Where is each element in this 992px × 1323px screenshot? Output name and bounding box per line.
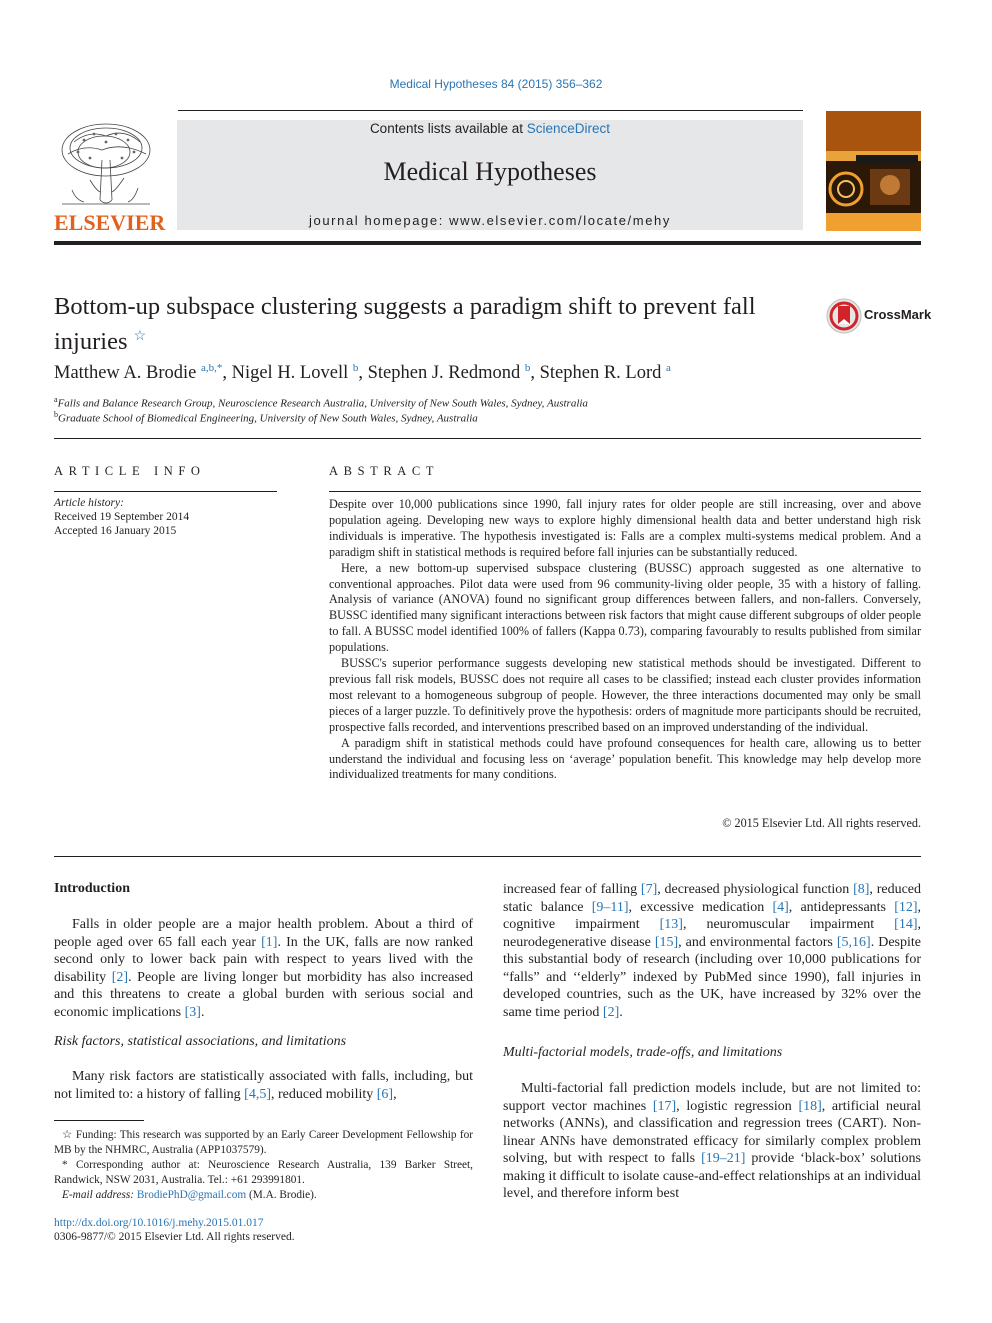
body-text: . xyxy=(200,1004,205,1020)
abstract-rule xyxy=(329,491,921,492)
citation-link[interactable]: [17] xyxy=(652,1098,677,1114)
article-title xyxy=(54,292,814,357)
email-link[interactable]: BrodiePhD@gmail.com xyxy=(136,1189,247,1201)
citation-link[interactable]: [4] xyxy=(772,899,789,915)
email-footnote xyxy=(54,1188,473,1203)
author-affiliation-sup[interactable]: a,b,* xyxy=(200,362,223,374)
body-text: , logistic regression xyxy=(676,1098,799,1114)
body-rule xyxy=(54,856,921,857)
article-info-heading: ARTICLE INFO xyxy=(54,464,206,478)
author-affiliation-sup[interactable]: b xyxy=(352,362,359,374)
affiliation-a xyxy=(54,395,588,410)
body-text: Many risk factors are statistically associated with falls, including, but not limited to: a history of falling xyxy=(54,1069,473,1102)
article-title-text: Bottom-up subspace clustering suggests a paradigm shift to prevent fall injuries xyxy=(54,293,756,356)
article-info-rule xyxy=(54,491,277,492)
intro-paragraph-text xyxy=(54,916,473,1021)
journal-title: Medical Hypotheses xyxy=(383,157,597,186)
received-date: Received 19 September 2014 xyxy=(54,511,190,523)
email-label: E-mail address: xyxy=(62,1189,137,1201)
citation-link[interactable]: [3] xyxy=(184,1004,201,1020)
author-affiliation-sup[interactable]: a xyxy=(666,362,671,374)
author-affiliation-sup[interactable]: b xyxy=(524,362,531,374)
abstract-paragraph: Here, a new bottom-up supervised subspace clustering (BUSSC) approach suggested as one alternative to conventional approaches. Pilot data were used from 96 community-living older people, 35 with a history of falling. Analysis of variance (ANOVA) found no significant group differences between fallers, and non-fallers. Conversely, BUSSC identified many significant interactions between risk factors that might cause different subgroups of older people to fall. A BUSSC model identified 100% of fallers (Kappa 0.73), comparing favourably to results published from similar populations. xyxy=(329,560,921,655)
citation-link[interactable]: [2] xyxy=(602,1004,620,1020)
doi-link[interactable]: http://dx.doi.org/10.1016/j.mehy.2015.01.017 xyxy=(54,1217,264,1229)
body-text: . People are living longer but morbidity has also increased and this threatens to create a global burden with serious social and economic implications xyxy=(54,969,473,1020)
citation-link[interactable]: [2] xyxy=(111,969,129,985)
citation-link[interactable]: [9–11] xyxy=(591,899,629,915)
journal-cover-thumbnail-icon[interactable] xyxy=(826,111,921,231)
author-name[interactable]: Matthew A. Brodie xyxy=(54,363,197,384)
section-rule xyxy=(54,438,921,439)
header-rule xyxy=(178,110,803,111)
body-text: , neuromuscular impairment xyxy=(682,917,895,932)
citation-link[interactable]: [8] xyxy=(853,882,870,897)
funding-footnote: ☆ Funding: This research was supported by an Early Career Development Fellowship for MB by the NHMRC, Australia (APP1037579). xyxy=(54,1129,473,1156)
abstract-body xyxy=(329,497,921,783)
risk-factors-continued-text xyxy=(503,881,921,1021)
footnote-rule xyxy=(54,1120,144,1121)
affiliation-a-text: Falls and Balance Research Group, Neuroscience Research Australia, University of New South Wales, Sydney, Australia xyxy=(57,397,588,410)
header-bottom-rule xyxy=(54,241,921,245)
citation-link[interactable]: [5,16] xyxy=(836,934,871,950)
elsevier-wordmark[interactable]: ELSEVIER xyxy=(54,210,166,235)
body-text: , xyxy=(393,1086,397,1102)
affiliation-b-key: b xyxy=(54,410,58,419)
footnotes xyxy=(54,1128,473,1203)
citation-link[interactable]: [12] xyxy=(894,899,918,915)
abstract-heading: ABSTRACT xyxy=(329,464,440,478)
author-name[interactable]: Stephen J. Redmond xyxy=(367,363,521,384)
contents-line xyxy=(177,121,803,136)
corresponding-author-footnote: * Corresponding author at: Neuroscience Research Australia, 139 Barker Street, Randwick, NSW 2031, Australia. Tel.: +61 293991801. xyxy=(54,1159,473,1186)
journal-homepage-line xyxy=(177,213,803,228)
citation-link[interactable]: [6] xyxy=(376,1086,394,1102)
citation-link[interactable]: [4,5] xyxy=(244,1086,271,1102)
body-text: , cognitive impairment xyxy=(503,899,922,932)
multi-factorial-heading: Multi-factorial models, trade-offs, and limitations xyxy=(503,1045,783,1060)
citation-link[interactable]: [18] xyxy=(798,1098,822,1114)
abstract-paragraph: Despite over 10,000 publications since 1990, fall injury rates for older people are still increasing, over and above population ageing. Developing new ways to explore highly dimensional health data and better understand high risk individuals is imperative. The hypothesis investigated is: Falls are a complex multi-systems medical problem. And a paradigm shift in statistical methods is required before fall injuries can be substantially reduced. xyxy=(329,497,921,559)
author-separator: , xyxy=(358,363,368,384)
affiliation-b-text: Graduate School of Biomedical Engineering, University of New South Wales, Sydney, Australia xyxy=(58,412,478,425)
homepage-prefix: journal homepage: xyxy=(309,213,450,228)
author-list xyxy=(54,362,921,384)
body-text: , reduced static balance xyxy=(503,882,921,915)
journal-citation[interactable]: Medical Hypotheses 84 (2015) 356–362 xyxy=(389,77,603,91)
author-name[interactable]: Nigel H. Lovell xyxy=(231,363,349,384)
author-separator: , xyxy=(222,363,232,384)
body-text: , excessive medication xyxy=(628,899,773,915)
body-text: , neurodegenerative disease xyxy=(503,917,921,950)
abstract-copyright: © 2015 Elsevier Ltd. All rights reserved. xyxy=(722,816,921,830)
body-text: , reduced mobility xyxy=(270,1086,377,1102)
affiliation-a-key: a xyxy=(54,395,58,404)
title-footnote-star-icon[interactable]: ☆ xyxy=(133,329,147,344)
contents-prefix: Contents lists available at xyxy=(369,121,527,136)
body-text: Falls in older people are a major health problem. About a third of people aged over 65 fall each year xyxy=(54,917,473,950)
risk-factors-paragraph xyxy=(54,1068,473,1103)
issn-copyright: 0306-9877/© 2015 Elsevier Ltd. All rights reserved. xyxy=(54,1231,295,1243)
abstract-paragraph: BUSSC's superior performance suggests developing new statistical methods should be investigated. Different to previous fall risk models, BUSSC does not require all cases to be classified; instead each cluster provides information most relevant to a homogeneous subgroup of people. However, the three interactions documented may only be small pieces of a larger puzzle. To definitively prove the hypothesis: orders of magnitude more participants should be recruited, prospective falls recorded, and interventions prescribed based on an improved understanding of the individual. xyxy=(329,656,921,734)
citation-link[interactable]: [1] xyxy=(261,934,278,950)
body-text: , antidepressants xyxy=(788,899,895,915)
citation-link[interactable]: [15] xyxy=(654,934,679,950)
crossmark-label[interactable]: CrossMark xyxy=(864,307,932,322)
intro-paragraph xyxy=(54,916,473,1021)
risk-factors-heading: Risk factors, statistical associations, and limitations xyxy=(54,1034,347,1049)
body-text: increased fear of falling xyxy=(503,882,641,897)
accepted-date: Accepted 16 January 2015 xyxy=(54,525,177,537)
body-text: Multi-factorial fall prediction models include, but are not limited to: support vector machines xyxy=(503,1081,921,1114)
risk-factors-paragraph-text xyxy=(54,1068,473,1103)
email-suffix: (M.A. Brodie). xyxy=(246,1189,317,1201)
multi-factorial-paragraph-text xyxy=(503,1080,921,1203)
abstract-paragraph: A paradigm shift in statistical methods could have profound consequences for health care, allowing us to better understand the individual and focusing less on ‘average’ population benefit. This knowledge may help develop more individualized treatments for many conditions. xyxy=(329,735,921,782)
introduction-heading: Introduction xyxy=(54,881,130,896)
citation-link[interactable]: [13] xyxy=(659,917,683,932)
author-separator: , xyxy=(530,363,540,384)
risk-factors-continued-paragraph xyxy=(503,881,921,1021)
body-text: . Despite this substantial body of research (including over 10,000 publications for “falls” and ‘‘elderly” indexed by PubMed since 1990), fall injuries in developed countries, such as the UK, have increased by 32% over the same time period xyxy=(503,934,921,1020)
body-text: . xyxy=(619,1004,623,1020)
body-text: provide ‘black-box’ solutions making it difficult to isolate cause-and-effect relationships at an individual level, and therefore inform best xyxy=(503,1151,921,1201)
body-text: , decreased physiological function xyxy=(657,882,854,897)
citation-link[interactable]: [19–21] xyxy=(701,1151,746,1166)
body-text: . In the UK, falls are now ranked second only to lower back pain with respect to years lived with the disability xyxy=(54,934,473,985)
multi-factorial-paragraph xyxy=(503,1080,921,1203)
author-name[interactable]: Stephen R. Lord xyxy=(539,363,662,384)
citation-link[interactable]: [14] xyxy=(894,917,918,932)
body-text: , artificial neural networks (ANNs), and classification and regression trees (CART). Non-linear ANNs have demonstrated efficacy for similarly complex problem solving, but with respect to falls xyxy=(503,1098,921,1166)
body-text: , and environmental factors xyxy=(678,934,837,950)
citation-link[interactable]: [7] xyxy=(640,882,658,897)
sciencedirect-link[interactable]: ScienceDirect xyxy=(526,121,611,136)
affiliation-b xyxy=(54,410,478,425)
article-history-label: Article history: xyxy=(54,497,124,509)
homepage-url-link[interactable]: www.elsevier.com/locate/mehy xyxy=(449,213,671,228)
